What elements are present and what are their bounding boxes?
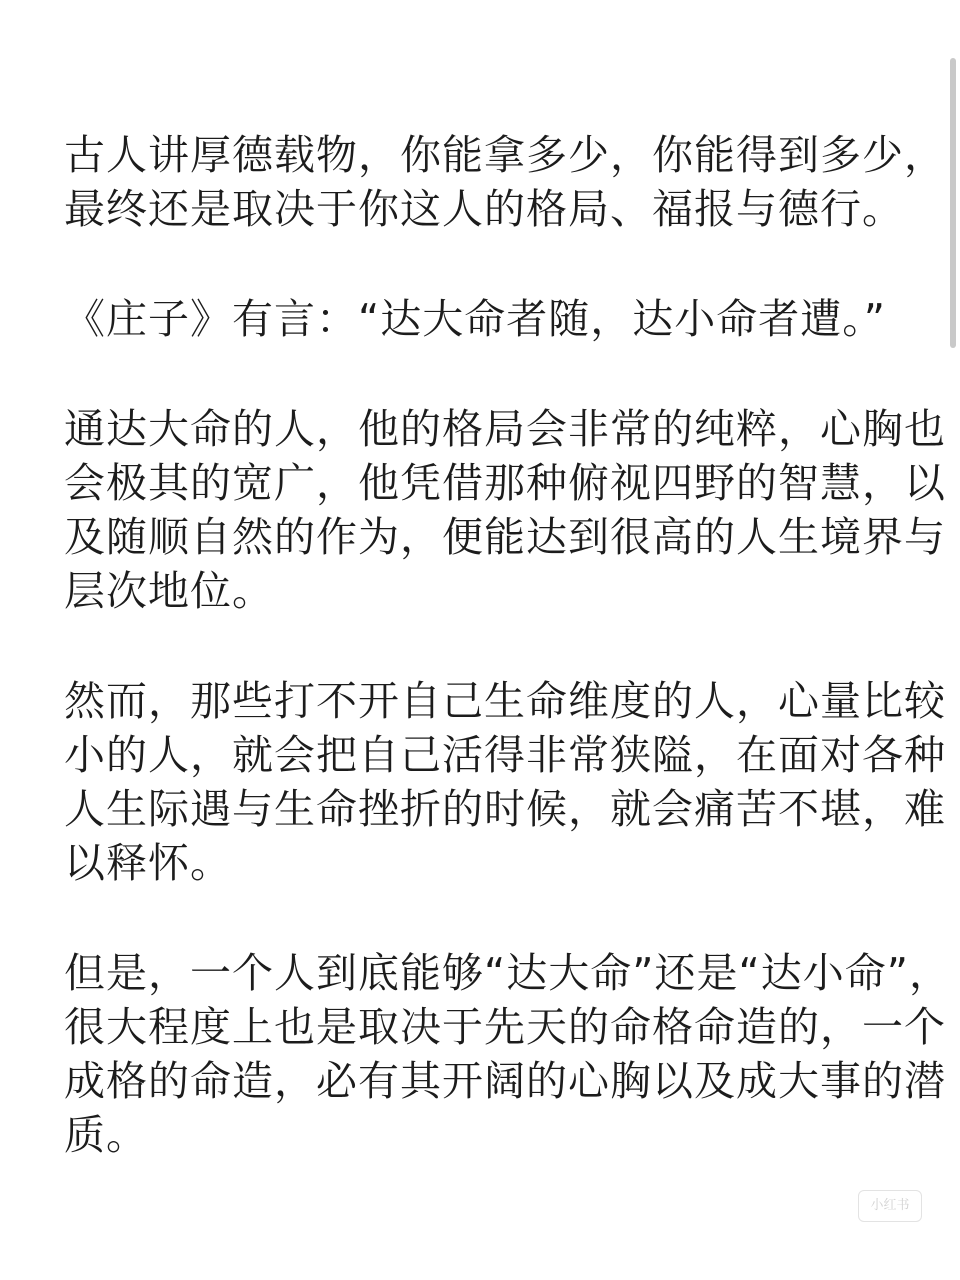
vertical-scrollbar[interactable] (948, 58, 956, 348)
text-line: 但是，一个人到底能够“达大命”还是“达小命”， (64, 949, 951, 997)
text-line: 小的人，就会把自己活得非常狭隘，在面对各种 (64, 731, 946, 779)
text-line: 质。 (64, 1111, 148, 1159)
text-line: 很大程度上也是取决于先天的命格命造的，一个 (64, 1003, 946, 1051)
text-line: 人生际遇与生命挫折的时候，就会痛苦不堪，难 (64, 785, 946, 833)
scrollbar-thumb[interactable] (950, 58, 956, 348)
text-line: 层次地位。 (64, 567, 274, 615)
text-line: 最终还是取决于你这人的格局、福报与德行。 (64, 185, 904, 233)
text-line: 以释怀。 (64, 839, 232, 887)
text-line: 会极其的宽广，他凭借那种俯视四野的智慧，以 (64, 459, 946, 507)
text-line: 通达大命的人，他的格局会非常的纯粹，心胸也 (64, 405, 946, 453)
paragraph-2 (64, 292, 894, 346)
paragraph-3 (64, 402, 946, 618)
paragraph-5 (64, 946, 951, 1162)
text-line: 然而，那些打不开自己生命维度的人，心量比较 (64, 677, 946, 725)
paragraph-4 (64, 674, 946, 890)
text-line: 成格的命造，必有其开阔的心胸以及成大事的潜 (64, 1057, 946, 1105)
text-line: 及随顺自然的作为，便能达到很高的人生境界与 (64, 513, 946, 561)
paragraph-1 (64, 128, 946, 236)
watermark-logo: 小红书 (858, 1190, 922, 1222)
text-line: 《庄子》有言：“达大命者随，达小命者遭。” (64, 295, 886, 343)
article-body (64, 128, 951, 1162)
text-line: 古人讲厚德载物，你能拿多少，你能得到多少， (64, 131, 946, 179)
